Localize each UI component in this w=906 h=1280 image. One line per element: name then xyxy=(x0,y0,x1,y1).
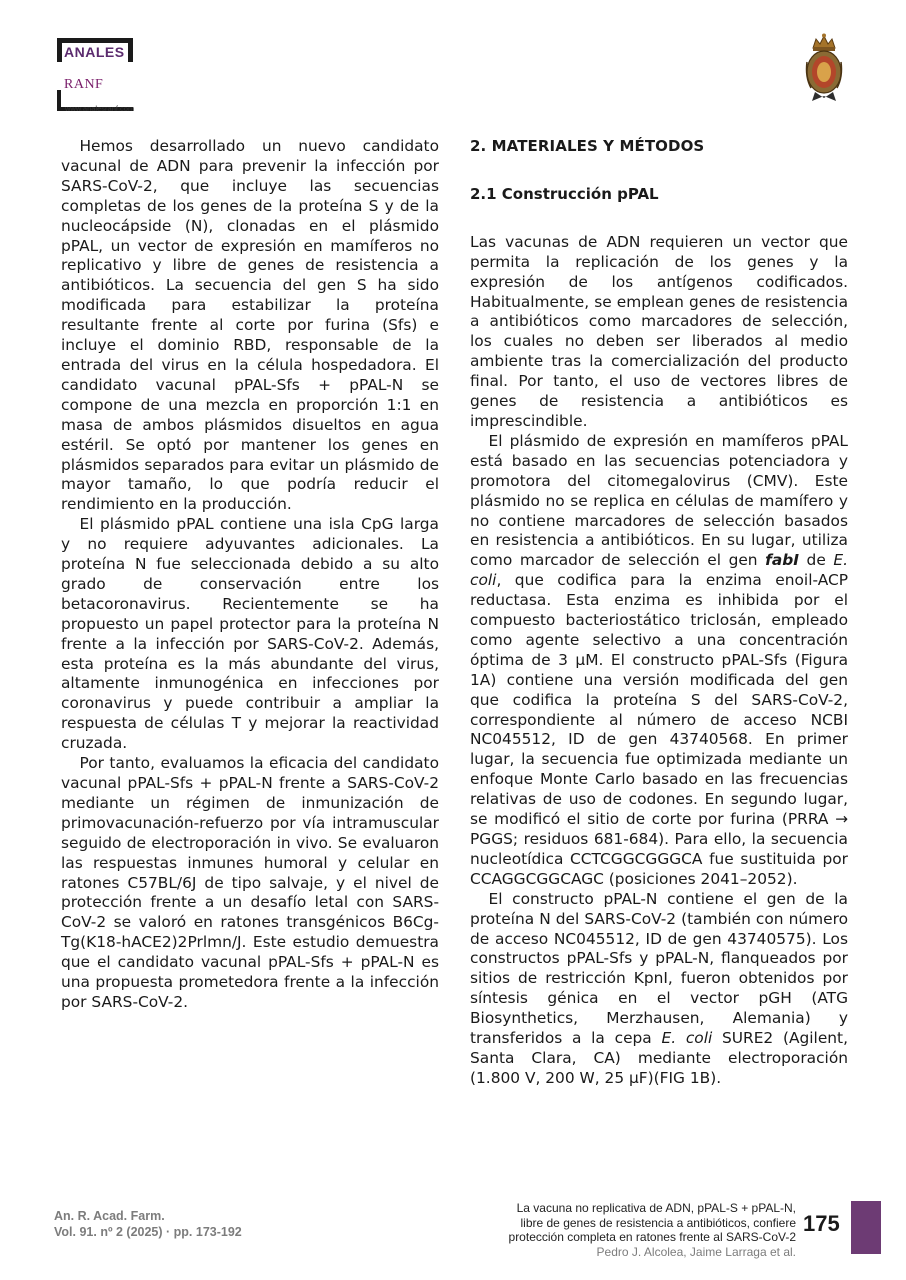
text-run: SURE2 (Agilent, Santa Clara, CA) mediante electroporación (1.800 V, 200 W, 25 µF)(FIG 1B). xyxy=(470,1029,848,1087)
journal-citation xyxy=(54,1208,242,1240)
journal-volume: Vol. 91. nº 2 (2025) · pp. 173-192 xyxy=(54,1225,242,1239)
body-paragraph: Por tanto, evaluamos la eficacia del candidato vacunal pPAL-Sfs + pPAL-N frente a SARS-CoV-2 mediante un régimen de inmunización de primovacunación-refuerzo por vía intramuscular seguido de electroporación in vivo. Se evaluaron las respuestas inmunes humoral y celular en ratones C57BL/6J de tipo salvaje, y el nivel de protección frente a un desafío letal con SARS-CoV-2 se valoró en ratones transgénicos B6Cg-Tg(K18-hACE2)2Prlmn/J. Este estudio demuestra que el candidato vacunal pPAL-Sfs + pPAL-N es una propuesta prometedora frente a la infección por SARS-CoV-2. xyxy=(61,754,439,1011)
logo-frame-left xyxy=(57,38,62,62)
logo-frame-top xyxy=(57,38,133,43)
logo-anales-text: ANALES xyxy=(64,44,125,60)
section-heading: 2. MATERIALES Y MÉTODOS xyxy=(470,137,705,155)
species-name: E. coli xyxy=(661,1029,713,1048)
journal-logo xyxy=(57,38,187,118)
gene-name: fabI xyxy=(765,551,799,570)
logo-url: www.analesranf.com xyxy=(65,104,135,113)
logo-frame-right xyxy=(128,38,133,62)
page-number: 175 xyxy=(803,1211,840,1236)
academy-crest-icon xyxy=(803,32,845,104)
running-title xyxy=(456,1201,796,1259)
body-paragraph: El plásmido pPAL contiene una isla CpG larga y no requiere adyuvantes adicionales. La proteína N fue seleccionada debido a su alto grado de conservación entre los betacoronavirus. Recientemente se ha propuesto un papel protector para la proteína N frente a la infección por SARS-CoV-2. Además, esta proteína es la más abundante del virus, altamente inmunogénica en infecciones por coronavirus y puede contribuir a ampliar la respuesta de células T y mejorar la reactividad cruzada. xyxy=(61,515,439,753)
running-title-line: protección completa en ratones frente al SARS-CoV-2 xyxy=(508,1230,796,1244)
subsection-heading: 2.1 Construcción pPAL xyxy=(470,184,659,203)
text-run: El constructo pPAL-N contiene el gen de la proteína N del SARS-CoV-2 (también con número de acceso NC045512, ID de gen 43740575). Los constructos pPAL-Sfs y pPAL-N, flanqueados por sitios de restricción KpnI, fueron obtenidos por síntesis génica en el vector pGH (ATG Biosynthetics, Merzhausen, Alemania) y transferidos a la cepa xyxy=(470,889,848,1048)
right-column xyxy=(470,137,848,1089)
body-paragraph: Hemos desarrollado un nuevo candidato vacunal de ADN para prevenir la infección por SARS-CoV-2, que incluye las secuencias completas de los genes de la proteína S y de la nucleocápside (N), clonadas en el plásmido pPAL, un vector de expresión en mamíferos no replicativo y libre de genes de resistencia a antibióticos. La secuencia del gen S ha sido modificada para estabilizar la proteína resultante frente al corte por furina (Sfs) e incluye el dominio RBD, responsable de la entrada del virus en la célula hospedadora. El candidato vacunal pPAL-Sfs + pPAL-N se compone de una mezcla en proporción 1:1 en masa de ambos plásmidos disueltos en agua estéril. Se optó por mantener los genes en plásmidos separados para evitar un plásmido de mayor tamaño, lo que podría reducir el rendimiento en la producción. xyxy=(61,137,439,514)
body-paragraph xyxy=(470,890,848,1089)
running-title-line: La vacuna no replicativa de ADN, pPAL-S + pPAL-N, xyxy=(516,1201,796,1215)
running-title-line: libre de genes de resistencia a antibióticos, confiere xyxy=(520,1215,796,1230)
left-column xyxy=(61,137,439,1013)
page-tab-marker xyxy=(851,1201,881,1254)
text-run: El plásmido de expresión en mamíferos pPAL está basado en las secuencias potenciadora y promotora del citomegalovirus (CMV). Este plásmido no se replica en células de mamífero y no contiene marcadores de selección basados en resistencia a antibióticos. En su lugar, utiliza como marcador de selección el gen xyxy=(470,431,848,570)
species-name: E. coli xyxy=(470,551,848,590)
text-run: de xyxy=(798,551,834,570)
logo-ranf-text: RANF xyxy=(64,77,104,92)
body-paragraph xyxy=(470,432,848,890)
body-paragraph: Las vacunas de ADN requieren un vector que permita la replicación de los genes y la expresión de los antígenos codificados. Habitualmente, se emplean genes de resistencia a antibióticos como marcadores de selección, los cuales no deben ser liberados al medio ambiente tras la comercialización del producto final. Por tanto, el uso de vectores libres de genes de resistencia a antibióticos es imprescindible. xyxy=(470,232,848,430)
journal-name: An. R. Acad. Farm. xyxy=(54,1209,165,1223)
running-authors: Pedro J. Alcolea, Jaime Larraga et al. xyxy=(596,1244,796,1259)
text-run: , que codifica para la enzima enoil-ACP reductasa. Esta enzima es inhibida por el compuesto bacteriostático triclosán, empleado como agente selectivo a una concentración óptima de 3 µM. El constructo pPAL-Sfs (Figura 1A) contiene una versión modificada del gen que codifica la proteína S del SARS-CoV-2, correspondiente al número de acceso NCBI NC045512, ID de gen 43740568. En primer lugar, la secuencia fue optimizada mediante un enfoque Monte Carlo basado en las frecuencias relativas de uso de codones. En segundo lugar, se modificó el sitio de corte por furina (PRRA → PGGS; residuos 681-684). Para ello, la secuencia nucleotídica CCTCGGCGGGCA fue sustituida por CCAGGCGGCAGC (posiciones 2041–2052). xyxy=(470,571,848,888)
